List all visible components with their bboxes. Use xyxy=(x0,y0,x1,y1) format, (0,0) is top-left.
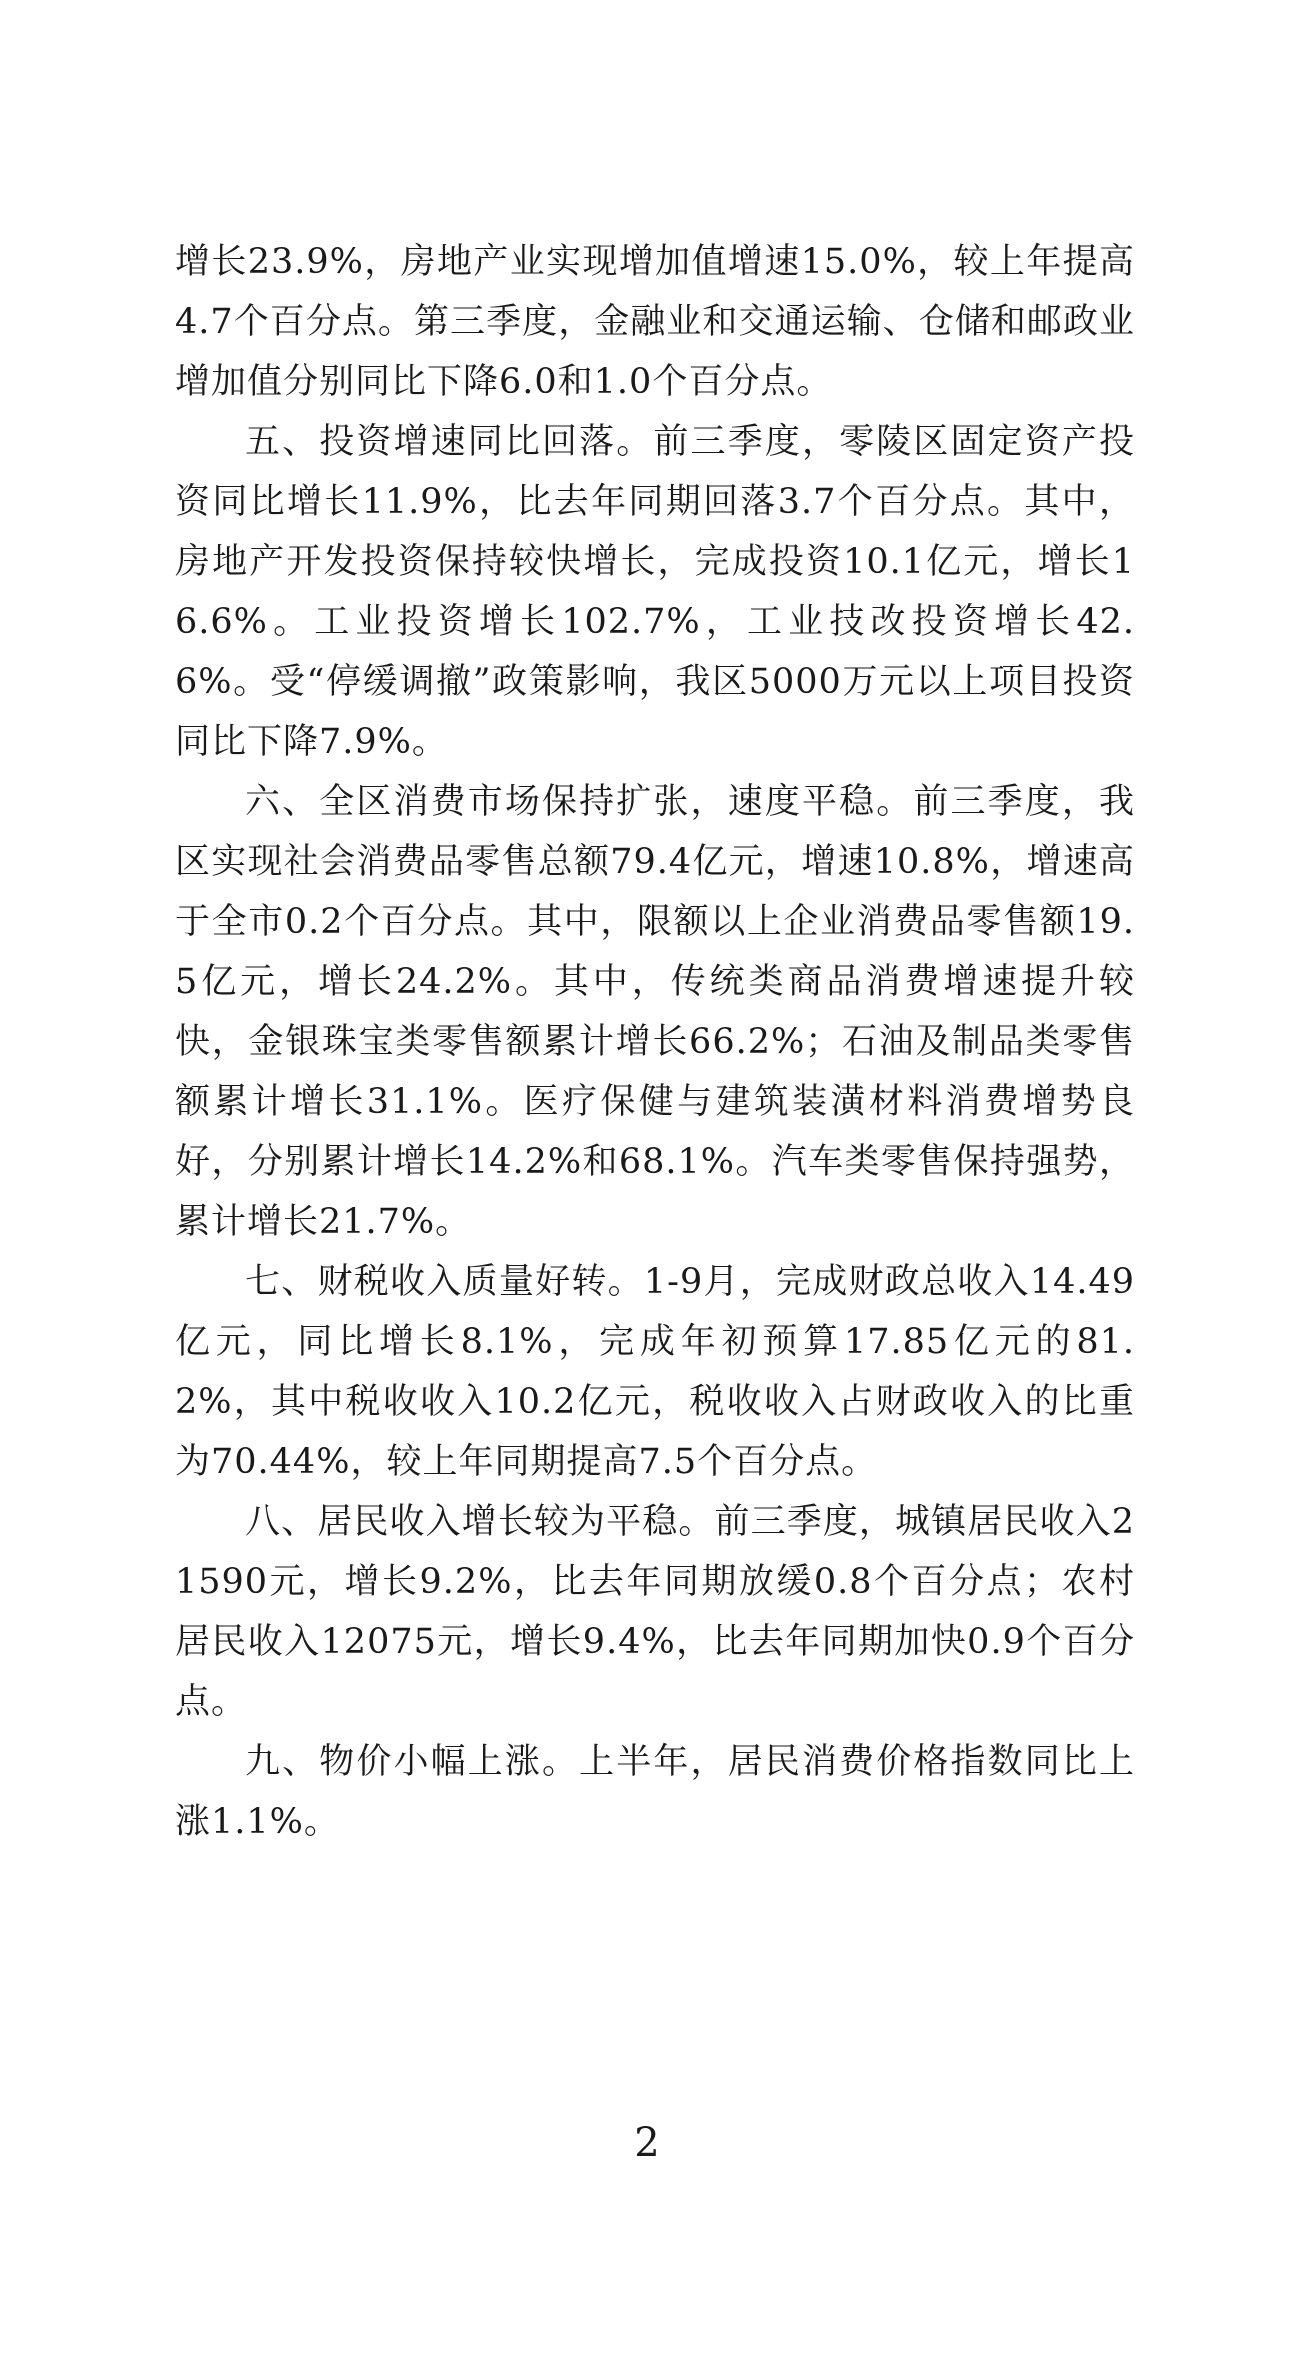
paragraph-resident-income: 八、居民收入增长较为平稳。前三季度，城镇居民收入21590元，增长9.2%，比去年同期放缓0.8个百分点；农村居民收入12075元，增长9.4%，比去年同期加快0.9个百分点。 xyxy=(175,1502,1135,1722)
body-text xyxy=(175,232,1135,1852)
paragraph-prices: 九、物价小幅上涨。上半年，居民消费价格指数同比上涨1.1%。 xyxy=(175,1742,1135,1842)
paragraph-consumption: 六、全区消费市场保持扩张，速度平稳。前三季度，我区实现社会消费品零售总额79.4亿元，增速10.8%，增速高于全市0.2个百分点。其中，限额以上企业消费品零售额19.5亿元，增长24.2%。其中，传统类商品消费增速提升较快，金银珠宝类零售额累计增长66.2%；石油及制品类零售额累计增长31.1%。医疗保健与建筑装潢材料消费增势良好，分别累计增长14.2%和68.1%。汽车类零售保持强势，累计增长21.7%。 xyxy=(175,782,1135,1242)
paragraph-fiscal-revenue: 七、财税收入质量好转。1-9月，完成财政总收入14.49亿元，同比增长8.1%，完成年初预算17.85亿元的81.2%，其中税收收入10.2亿元，税收收入占财政收入的比重为70.44%，较上年同期提高7.5个百分点。 xyxy=(175,1262,1135,1482)
paragraph-investment: 五、投资增速同比回落。前三季度，零陵区固定资产投资同比增长11.9%，比去年同期回落3.7个百分点。其中，房地产开发投资保持较快增长，完成投资10.1亿元，增长16.6%。工业投资增长102.7%，工业技改投资增长42.6%。受“停缓调撤”政策影响，我区5000万元以上项目投资同比下降7.9%。 xyxy=(175,422,1135,762)
page-number: 2 xyxy=(634,2120,660,2166)
paragraph-continued: 增长23.9%，房地产业实现增加值增速15.0%，较上年提高4.7个百分点。第三季度，金融业和交通运输、仓储和邮政业增加值分别同比下降6.0和1.0个百分点。 xyxy=(175,242,1135,402)
